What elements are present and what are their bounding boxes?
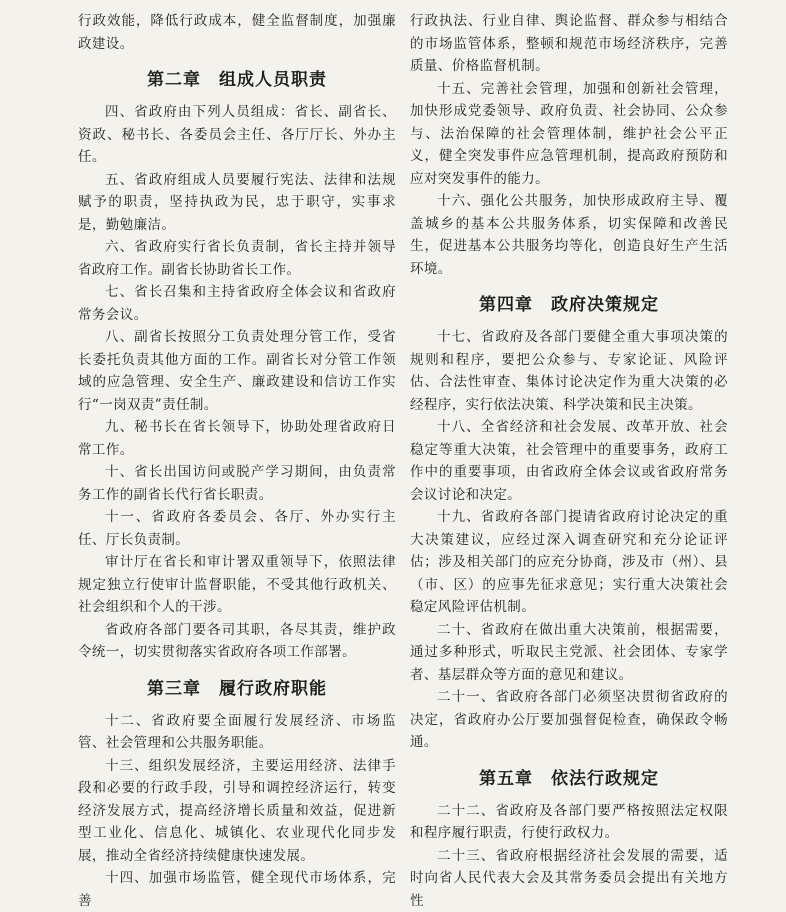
article-paragraph: 四、省政府由下列人员组成：省长、副省长、资政、秘书长、各委员会主任、各厅厅长、外办主任。 [78,101,396,169]
article-paragraph: 七、省长召集和主持省政府全体会议和省政府常务会议。 [78,281,396,326]
chapter-heading [78,664,396,710]
chapter-title: 政府决策规定 [551,295,659,315]
chapter-number: 第五章 [479,769,533,789]
article-paragraph: 二十、省政府在做出重大决策前，根据需要，通过多种形式，听取民主党派、社会团体、专家学者、基层群众等方面的意见和建议。 [410,619,728,687]
chapter-heading [410,280,728,326]
chapter-heading [78,55,396,101]
article-paragraph: 十八、全省经济和社会发展、改革开放、社会稳定等重大决策，社会管理中的重要事务，政府工作中的重要事项，由省政府全体会议或省政府常务会议讨论和决定。 [410,416,728,506]
article-paragraph: 十六、强化公共服务，加快形成政府主导、覆盖城乡的基本公共服务体系，切实保障和改善民生，促进基本公共服务均等化，创造良好生产生活环境。 [410,190,728,280]
article-paragraph: 十二、省政府要全面履行发展经济、市场监管、社会管理和公共服务职能。 [78,710,396,755]
article-paragraph: 审计厅在省长和审计署双重领导下，依照法律规定独立行使审计监督职能，不受其他行政机关、社会组织和个人的干涉。 [78,551,396,619]
article-paragraph: 六、省政府实行省长负责制，省长主持并领导省政府工作。副省长协助省长工作。 [78,236,396,281]
article-paragraph: 省政府各部门要各司其职，各尽其责，维护政令统一，切实贯彻落实省政府各项工作部署。 [78,619,396,664]
article-paragraph: 五、省政府组成人员要履行宪法、法律和法规赋予的职责，坚持执政为民，忠于职守，实事求是，勤勉廉洁。 [78,169,396,237]
chapter-number: 第四章 [479,295,533,315]
article-paragraph: 行政执法、行业自律、舆论监督、群众参与相结合的市场监管体系，整顿和规范市场经济秩序，完善质量、价格监督机制。 [410,10,728,78]
article-paragraph: 十五、完善社会管理，加强和创新社会管理，加快形成党委领导、政府负责、社会协同、公众参与、法治保障的社会管理体制，维护社会公平正义，健全突发事件应急管理机制，提高政府预防和应对突发事件的能力。 [410,78,728,191]
article-paragraph: 十七、省政府及各部门要健全重大事项决策的规则和程序，要把公众参与、专家论证、风险评估、合法性审查、集体讨论决定作为重大决策的必经程序，实行依法决策、科学决策和民主决策。 [410,326,728,416]
article-paragraph: 行政效能，降低行政成本，健全监督制度，加强廉政建设。 [78,10,396,55]
article-paragraph: 十九、省政府各部门提请省政府讨论决定的重大决策建议，应经过深入调查研究和充分论证评估；涉及相关部门的应充分协商，涉及市（州）、县（市、区）的应事先征求意见；实行重大决策社会稳定风险评估机制。 [410,506,728,619]
article-paragraph: 八、副省长按照分工负责处理分管工作，受省长委托负责其他方面的工作。副省长对分管工作领域的应急管理、安全生产、廉政建设和信访工作实行“一岗双责”责任制。 [78,326,396,416]
chapter-number: 第三章 [147,679,201,699]
chapter-heading [410,754,728,800]
chapter-title: 依法行政规定 [551,769,659,789]
right-column [410,10,728,912]
chapter-number: 第二章 [147,70,201,90]
article-paragraph: 十四、加强市场监管，健全现代市场体系，完善 [78,867,396,912]
article-paragraph: 二十一、省政府各部门必须坚决贯彻省政府的决定，省政府办公厅要加强督促检查，确保政令畅通。 [410,686,728,754]
chapter-title: 组成人员职责 [219,70,327,90]
left-column [78,10,396,912]
article-paragraph: 二十三、省政府根据经济社会发展的需要，适时向省人民代表大会及其常务委员会提出有关地方性 [410,845,728,912]
article-paragraph: 九、秘书长在省长领导下，协助处理省政府日常工作。 [78,416,396,461]
article-paragraph: 十、省长出国访问或脱产学习期间，由负责常务工作的副省长代行省长职责。 [78,461,396,506]
article-paragraph: 十三、组织发展经济，主要运用经济、法律手段和必要的行政手段，引导和调控经济运行，转变经济发展方式，提高经济增长质量和效益，促进新型工业化、信息化、城镇化、农业现代化同步发展，推动全省经济持续健康快速发展。 [78,755,396,868]
article-paragraph: 二十二、省政府及各部门要严格按照法定权限和程序履行职责，行使行政权力。 [410,800,728,845]
chapter-title: 履行政府职能 [219,679,327,699]
article-paragraph: 十一、省政府各委员会、各厅、外办实行主任、厅长负责制。 [78,506,396,551]
